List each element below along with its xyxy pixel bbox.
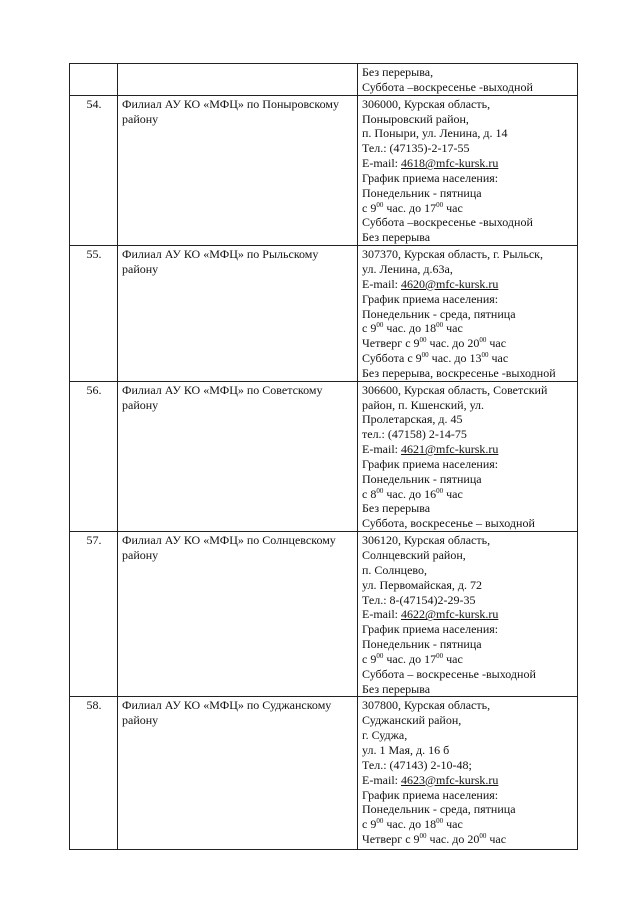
hours-text: с 9: [362, 651, 377, 666]
address-line: 306120, Курская область,: [362, 533, 491, 548]
minutes-sup: 00: [376, 486, 384, 495]
schedule-hours: [362, 832, 574, 847]
branch-info-cell: [358, 64, 578, 96]
minutes-sup: 00: [436, 321, 444, 330]
schedule-hours: [362, 336, 574, 351]
minutes-sup: 00: [436, 486, 444, 495]
schedule-title: График приема населения:: [362, 787, 499, 802]
table-row: [70, 246, 578, 382]
address-line: п. Поныри, ул. Ленина, д. 14: [362, 126, 508, 141]
email-line: [362, 156, 574, 171]
schedule-hours: [362, 652, 574, 667]
email-line: [362, 277, 574, 292]
email-line: [362, 773, 574, 788]
phone-line: тел.: (47158) 2-14-75: [362, 427, 467, 442]
branch-name-cell: [118, 64, 358, 96]
hours-text: час. до 20: [426, 832, 480, 847]
address-line: Солнцевский район,: [362, 548, 466, 562]
address-line: п. Солнцево,: [362, 562, 428, 577]
email-label: E-mail:: [362, 276, 401, 291]
schedule-hours: [362, 321, 574, 336]
hours-text: час. до 18: [383, 817, 437, 832]
table-row: [70, 697, 578, 850]
phone-line: Тел.: (47143) 2-10-48;: [362, 757, 472, 772]
hours-text: Суббота с 9: [362, 351, 422, 366]
minutes-sup: 00: [376, 817, 384, 826]
address-line: 307370, Курская область, г. Рыльск,: [362, 247, 544, 262]
mfc-branches-table: [69, 63, 578, 850]
address-line: 307800, Курская область,: [362, 698, 491, 713]
address-line: г. Суджа,: [362, 728, 408, 743]
email-link[interactable]: 4618@mfc-kursk.ru: [401, 156, 499, 171]
schedule-line: Суббота –воскресенье -выходной: [362, 215, 533, 230]
schedule-title: График приема населения:: [362, 622, 499, 637]
hours-text: час: [443, 651, 463, 666]
schedule-hours: [362, 351, 574, 366]
hours-text: час. до 18: [383, 321, 437, 336]
minutes-sup: 00: [421, 351, 429, 360]
address-line: ул. Ленина, д.63а,: [362, 261, 453, 276]
phone-line: Тел.: 8-(47154)2-29-35: [362, 592, 476, 607]
email-label: E-mail:: [362, 442, 401, 457]
hours-text: с 9: [362, 200, 377, 215]
hours-text: с 8: [362, 486, 377, 501]
email-label: E-mail:: [362, 772, 401, 787]
minutes-sup: 00: [479, 832, 487, 841]
minutes-sup: 00: [436, 817, 444, 826]
address-line: Суджанский район,: [362, 713, 462, 728]
minutes-sup: 00: [436, 200, 444, 209]
schedule-line: Суббота – воскресенье -выходной: [362, 666, 536, 681]
schedule-days: Понедельник - среда, пятница: [362, 802, 516, 817]
branch-name: Филиал АУ КО «МФЦ» по Солнцевскому району: [118, 532, 358, 697]
schedule-hours: [362, 817, 574, 832]
email-line: [362, 607, 574, 622]
hours-text: час: [443, 200, 463, 215]
schedule-title: График приема населения:: [362, 291, 499, 306]
hours-text: час: [486, 336, 507, 351]
hours-text: с 9: [362, 817, 377, 832]
hours-text: с 9: [362, 321, 377, 336]
address-line: Поныровский район,: [362, 111, 469, 126]
hours-text: Четверг с 9: [362, 832, 420, 847]
minutes-sup: 00: [479, 336, 487, 345]
schedule-line: Без перерыва,: [362, 65, 434, 79]
minutes-sup: 00: [419, 336, 427, 345]
phone-line: Тел.: (47135)-2-17-55: [362, 141, 470, 156]
hours-text: час. до 16: [383, 486, 437, 501]
branch-info-cell: [358, 532, 578, 697]
address-line: ул. Первомайская, д. 72: [362, 577, 482, 592]
email-line: [362, 442, 574, 457]
schedule-hours: [362, 201, 574, 216]
schedule-line: Суббота –воскресенье -выходной: [362, 79, 533, 94]
minutes-sup: 00: [376, 651, 384, 660]
branch-info-cell: [358, 697, 578, 850]
hours-text: час. до 13: [428, 351, 482, 366]
schedule-line: Суббота, воскресенье – выходной: [362, 516, 535, 531]
row-number: 54.: [70, 95, 118, 245]
hours-text: час. до 20: [426, 336, 480, 351]
address-line: ул. 1 Мая, д. 16 б: [362, 742, 450, 757]
row-number: 55.: [70, 246, 118, 382]
row-number: 57.: [70, 532, 118, 697]
schedule-days: Понедельник - пятница: [362, 637, 482, 652]
schedule-days: Понедельник - пятница: [362, 185, 482, 200]
minutes-sup: 00: [436, 651, 444, 660]
hours-text: час. до 17: [383, 200, 437, 215]
email-link[interactable]: 4621@mfc-kursk.ru: [401, 442, 499, 457]
hours-text: час. до 17: [383, 651, 437, 666]
hours-text: час: [486, 832, 507, 847]
branch-name: Филиал АУ КО «МФЦ» по Советскому району: [118, 381, 358, 531]
schedule-days: Понедельник - пятница: [362, 471, 482, 486]
hours-text: час: [488, 351, 509, 366]
schedule-line: Без перерыва: [362, 681, 431, 696]
hours-text: час: [443, 817, 463, 832]
hours-text: час: [443, 321, 463, 336]
schedule-days: Понедельник - среда, пятница: [362, 306, 516, 321]
branch-name: Филиал АУ КО «МФЦ» по Рыльскому району: [118, 246, 358, 382]
email-link[interactable]: 4620@mfc-kursk.ru: [401, 276, 499, 291]
branch-name: Филиал АУ КО «МФЦ» по Суджанскому району: [118, 697, 358, 850]
address-line: 306000, Курская область,: [362, 96, 491, 111]
branch-info-cell: [358, 246, 578, 382]
email-link[interactable]: 4623@mfc-kursk.ru: [401, 772, 499, 787]
hours-text: час: [443, 486, 463, 501]
branch-info-cell: [358, 381, 578, 531]
schedule-line: Без перерыва, воскресенье -выходной: [362, 365, 556, 380]
email-link[interactable]: 4622@mfc-kursk.ru: [401, 607, 499, 622]
table-row: [70, 532, 578, 697]
branch-name: Филиал АУ КО «МФЦ» по Поныровскому району: [118, 95, 358, 245]
address-line: 306600, Курская область, Советский: [362, 382, 548, 397]
table-row: [70, 381, 578, 531]
schedule-title: График приема населения:: [362, 170, 499, 185]
minutes-sup: 00: [419, 832, 427, 841]
address-line: Пролетарская, д. 45: [362, 412, 463, 427]
hours-text: Четверг с 9: [362, 336, 420, 351]
branch-info-cell: [358, 95, 578, 245]
schedule-title: График приема населения:: [362, 456, 499, 471]
address-line: район, п. Кшенский, ул.: [362, 397, 485, 412]
table-row: [70, 64, 578, 96]
schedule-hours: [362, 487, 574, 502]
minutes-sup: 00: [376, 321, 384, 330]
table-row: [70, 95, 578, 245]
row-number: 56.: [70, 381, 118, 531]
schedule-line: Без перерыва: [362, 501, 431, 516]
email-label: E-mail:: [362, 156, 401, 171]
minutes-sup: 00: [376, 200, 384, 209]
row-number: 58.: [70, 697, 118, 850]
schedule-line: Без перерыва: [362, 230, 431, 245]
row-number-cell: [70, 64, 118, 96]
email-label: E-mail:: [362, 607, 401, 622]
minutes-sup: 00: [481, 351, 489, 360]
